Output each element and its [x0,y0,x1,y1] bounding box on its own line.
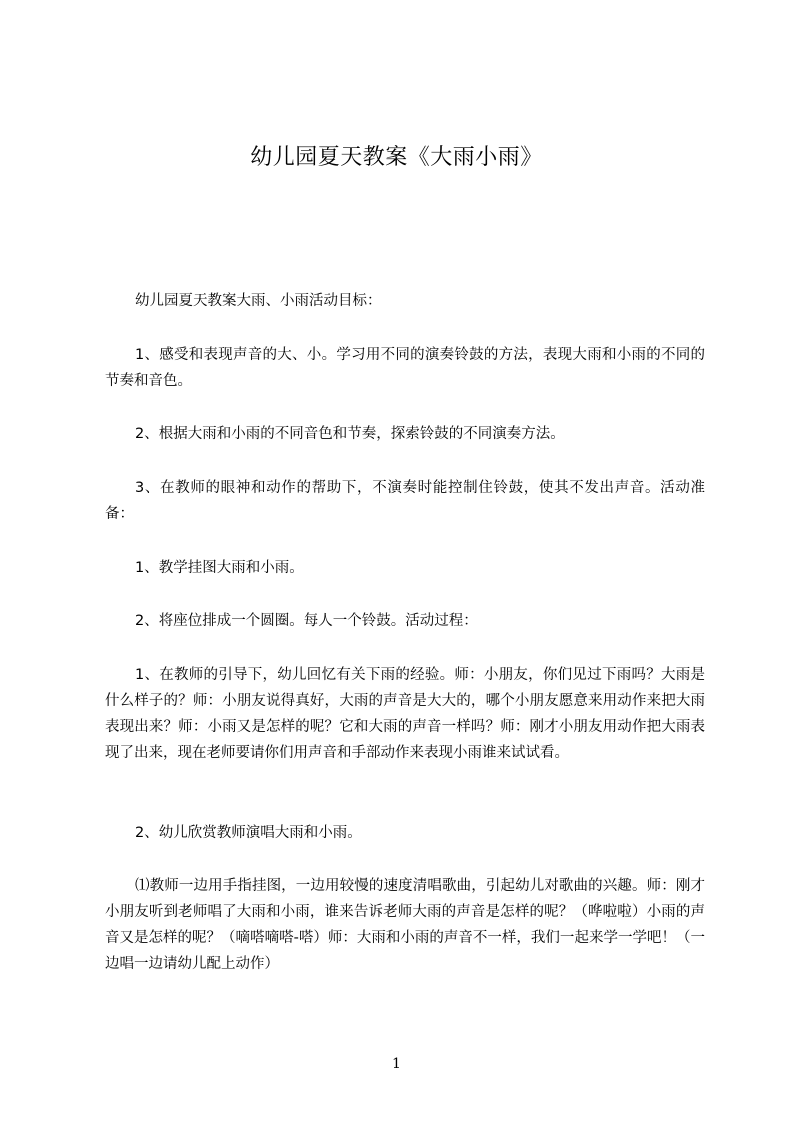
paragraph-process-2: 2、幼儿欣赏教师演唱大雨和小雨。 [135,825,362,841]
document-title: 幼儿园夏天教案《大雨小雨》 [250,145,543,170]
paragraph-objective-3: 3、在教师的眼神和动作的帮助下，不演奏时能控制住铃鼓，使其不发出声音。活动准备： [105,480,705,522]
paragraph-process-2-detail: ⑴教师一边用手指挂图，一边用较慢的速度清唱歌曲，引起幼儿对歌曲的兴趣。师：刚才小朋友听到老师唱了大雨和小雨，谁来告诉老师大雨的声音是怎样的呢？（哗啦啦）小雨的声音又是怎样的呢？（嘀嗒嘀嗒-嗒）师：大雨和小雨的声音不一样，我们一起来学一学吧！（一边唱一边请幼儿配上动作） [105,878,705,972]
paragraph-objective-2: 2、根据大雨和小雨的不同音色和节奏，探索铃鼓的不同演奏方法。 [135,426,565,442]
paragraph-preparation-2: 2、将座位排成一个圆圈。每人一个铃鼓。活动过程： [135,613,478,629]
paragraph-process-1: 1、在教师的引导下，幼儿回忆有关下雨的经验。师：小朋友，你们见过下雨吗？大雨是什么样子的？师：小朋友说得真好，大雨的声音是大大的，哪个小朋友愿意来用动作来把大雨表现出来？师：小雨又是怎样的呢？它和大雨的声音一样吗？师：刚才小朋友用动作把大雨表现了出来，现在老师要请你们用声音和手部动作来表现小雨谁来试试看。 [105,667,705,761]
paragraph-preparation-1: 1、教学挂图大雨和小雨。 [135,560,304,576]
paragraph-objective-1: 1、感受和表现声音的大、小。学习用不同的演奏铃鼓的方法，表现大雨和小雨的不同的节奏和音色。 [105,347,705,389]
paragraph-objectives-heading: 幼儿园夏天教案大雨、小雨活动目标： [135,293,382,309]
page-number: 1 [392,1056,401,1072]
